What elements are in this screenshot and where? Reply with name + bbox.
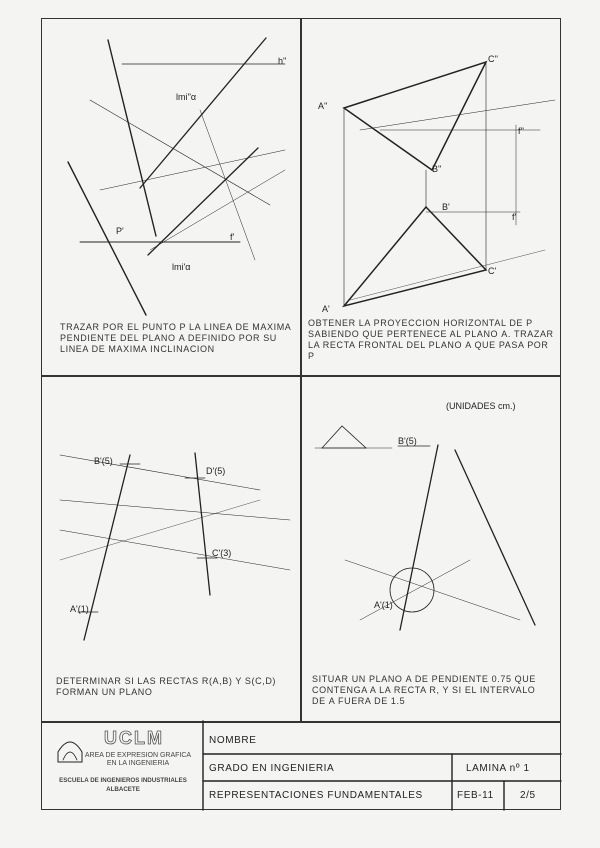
p1-line-rp xyxy=(68,162,146,315)
tb-pagina: 2/5 xyxy=(520,790,536,801)
p1-label-lmi-bottom: lmi'α xyxy=(172,262,191,272)
p4-line-alpha xyxy=(455,450,535,625)
p2-line-f2 xyxy=(360,100,555,130)
p2-thin-1 xyxy=(350,250,545,300)
tb-tema: REPRESENTACIONES FUNDAMENTALES xyxy=(209,790,423,801)
tb-grado: GRADO EN INGENIERIA xyxy=(209,763,335,774)
p1-label-lmi-top: lmi''α xyxy=(176,92,197,102)
logo-emblem-inner xyxy=(63,752,77,760)
p3-label-c3: C'(3) xyxy=(212,548,232,558)
tb-fecha: FEB-11 xyxy=(457,790,494,801)
p1-line-lmp xyxy=(108,40,156,236)
tb-nombre: NOMBRE xyxy=(209,735,257,746)
logo-dept: AREA DE EXPRESION GRAFICA EN LA INGENIERIA xyxy=(84,752,192,767)
p1-thin-2 xyxy=(100,150,285,190)
p2-label-f1: f' xyxy=(512,212,517,222)
p4-thin-2 xyxy=(360,560,470,620)
logo-school: ESCUELA DE INGENIEROS INDUSTRIALES xyxy=(59,777,187,784)
p3-thin-2 xyxy=(60,500,290,520)
p1-label-p-prime: P' xyxy=(116,226,124,236)
p3-label-b5: B'(5) xyxy=(94,456,113,466)
p4-units: (UNIDADES cm.) xyxy=(446,401,516,411)
p3-thin-1 xyxy=(60,455,260,490)
p2-label-b2: B'' xyxy=(432,164,442,174)
logo-city: ALBACETE xyxy=(106,786,140,793)
p1-label-h2: h'' xyxy=(278,56,287,66)
p1-thin-1 xyxy=(90,100,270,205)
p2-label-f2: f'' xyxy=(518,126,524,136)
p3-caption: DETERMINAR SI LAS RECTAS R(A,B) Y S(C,D) FORMAN UN PLANO xyxy=(56,676,277,697)
p1-line-lmi2 xyxy=(140,38,266,188)
p1-label-f1: f' xyxy=(230,232,235,242)
logo-wordmark: UCLM xyxy=(104,728,164,748)
p2-label-b1: B' xyxy=(442,202,450,212)
p3-label-a1: A'(1) xyxy=(70,604,89,614)
p4-label-a1: A'(1) xyxy=(374,600,393,610)
p2-triangle-vertical xyxy=(344,62,486,170)
p4-caption: SITUAR UN PLANO Α DE PENDIENTE 0.75 QUE CONTENGA A LA RECTA R, Y SI EL INTERVALO DE Α FUERA DE 1.5 xyxy=(312,674,536,706)
p4-scale-triangle xyxy=(322,426,366,448)
p1-line-lmi1 xyxy=(148,148,258,255)
p3-label-d5: D'(5) xyxy=(206,466,226,476)
p1-thin-3 xyxy=(150,170,285,250)
p2-label-a1: A' xyxy=(322,304,330,314)
p2-label-a2: A'' xyxy=(318,101,328,111)
p3-thin-3 xyxy=(60,530,290,570)
p2-caption: OBTENER LA PROYECCION HORIZONTAL DE P SABIENDO QUE PERTENECE AL PLANO Α. TRAZAR LA RECTA FRONTAL DEL PLANO Α QUE PASA POR P xyxy=(308,318,554,361)
tb-lamina: LAMINA nº 1 xyxy=(466,763,530,774)
p2-label-c2: C'' xyxy=(488,54,498,64)
p2-triangle-horizontal xyxy=(344,207,486,306)
p4-label-b5: B'(5) xyxy=(398,436,417,446)
p1-caption: TRAZAR POR EL PUNTO P LA LINEA DE MAXIMA PENDIENTE DEL PLANO Α DEFINIDO POR SU LINEA DE MAXIMA INCLINACION xyxy=(60,322,291,354)
p1-thin-4 xyxy=(200,110,255,260)
p2-label-c1: C' xyxy=(488,266,497,276)
p4-thin-1 xyxy=(345,560,520,620)
p4-line-r xyxy=(400,445,438,630)
